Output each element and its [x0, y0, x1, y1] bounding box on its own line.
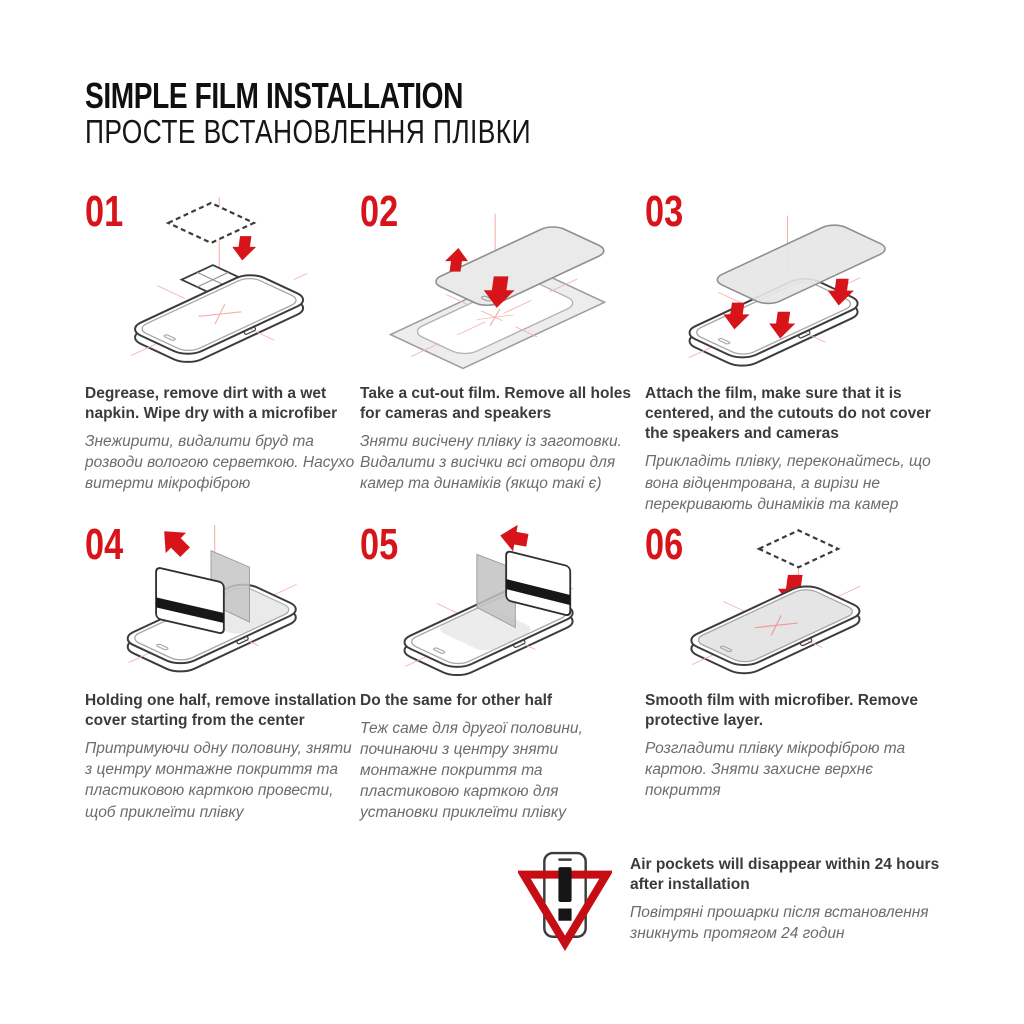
arrow-down-icon — [230, 236, 257, 260]
step-06-text-ua: Розгладити плівку мікрофіброю та картою. Зняти захисне верхнє покриття — [645, 740, 906, 800]
step-02-text — [360, 384, 638, 495]
page-title: SIMPLE FILM INSTALLATION — [85, 75, 464, 116]
step-01-text-en: Degrease, remove dirt with a wet napkin. Wipe dry with a microfiber — [85, 385, 338, 423]
step-03-text — [645, 384, 939, 515]
warning-text-en: Air pockets will disappear within 24 hours after installation — [630, 856, 940, 894]
phone-with-film-icon — [663, 562, 901, 679]
step-01-text-ua: Знежирити, видалити бруд та розводи вологою серветкою. Насухо витерти мікрофіброю — [85, 433, 355, 493]
arrow-up-left-icon — [154, 523, 195, 562]
step-04-text — [85, 691, 363, 823]
arrow-left-icon — [498, 523, 530, 554]
header — [85, 75, 642, 150]
step-04-number: 04 — [85, 520, 124, 569]
step-03-number: 03 — [645, 187, 684, 236]
step-03-text-en: Attach the film, make sure that it is centered, and the cutouts do not cover the speakers and cameras — [645, 385, 931, 443]
phone-icon — [103, 245, 341, 373]
page-subtitle: ПРОСТЕ ВСТАНОВЛЕННЯ ПЛІВКИ — [85, 113, 531, 150]
step-04-text-en: Holding one half, remove installation cover starting from the center — [85, 692, 357, 730]
step-05-number: 05 — [360, 520, 399, 569]
step-03-illustration — [663, 190, 901, 373]
step-02-text-en: Take a cut-out film. Remove all holes for cameras and speakers — [360, 385, 632, 423]
phone-warning-triangle-icon — [518, 849, 612, 953]
step-06-illustration — [663, 523, 901, 679]
step-01-text — [85, 384, 363, 495]
step-05-text — [360, 691, 638, 824]
step-01-number: 01 — [85, 187, 124, 236]
step-05-text-en: Do the same for other half — [360, 692, 553, 709]
step-02-text-ua: Зняти висічену плівку із заготовки. Видалити з висічки всі отвори для камер та динаміків (якщо такі є) — [360, 433, 622, 493]
step-06-text-en: Smooth film with microfiber. Remove protective layer. — [645, 692, 919, 730]
microfiber-napkin-icon — [759, 530, 838, 567]
step-06-text — [645, 691, 939, 802]
step-02-number: 02 — [360, 187, 399, 236]
step-04-illustration — [103, 523, 341, 679]
step-03-text-ua: Прикладіть плівку, переконайтесь, що вона відцентрована, а вирізи не перекривають динаміків та камер — [645, 453, 931, 513]
step-04-text-ua: Притримуючи одну половину, зняти з центру монтажне покриття та пластиковою карткою провести, щоб приклеїти плівку — [85, 740, 352, 821]
step-01-illustration — [103, 190, 341, 373]
warning-note — [518, 849, 942, 953]
step-05-illustration — [378, 523, 616, 679]
warning-text-ua: Повітряні прошарки після встановлення зникнуть протягом 24 годин — [630, 904, 929, 943]
warning-text — [630, 849, 942, 953]
step-05-text-ua: Теж саме для другої половини, починаючи з центру зняти монтажне покриття та пластиковою карткою для установки приклеїти плівку — [360, 720, 583, 822]
step-02-illustration — [378, 190, 616, 373]
step-06-number: 06 — [645, 520, 684, 569]
